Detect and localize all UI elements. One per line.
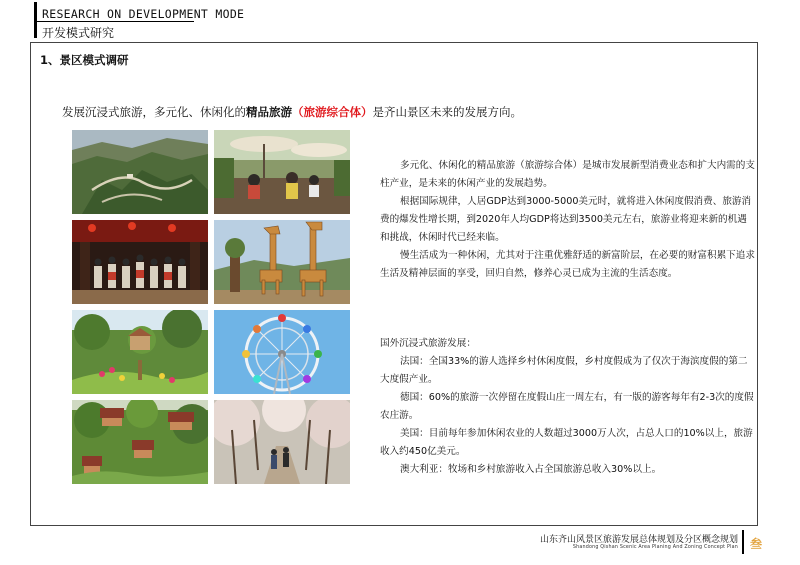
lead-bold: 精品旅游 [246, 105, 292, 119]
header-underline [34, 21, 194, 22]
page-number: 叁 [750, 537, 763, 551]
photo-garden [72, 310, 208, 394]
lead-prefix: 发展沉浸式旅游，多元化、休闲化的 [62, 105, 246, 119]
footer-divider [742, 530, 744, 554]
paragraph-1: 多元化、休闲化的精品旅游（旅游综合体）是城市发展新型消费业态和扩大内需的支柱产业，是未来的休闲产业的发展趋势。 [380, 160, 755, 189]
section-title: 1、景区模式调研 [40, 53, 129, 67]
intro-paragraphs [380, 157, 756, 283]
lead-highlight: （旅游综合体） [292, 105, 373, 119]
overseas-item-australia: 澳大利亚：牧场和乡村旅游收入占全国旅游总收入30%以上。 [400, 464, 662, 475]
photo-blossom-path [214, 400, 350, 484]
overseas-section [380, 335, 756, 479]
photo-hillside-lodges [72, 400, 208, 484]
paragraph-2: 根据国际规律，人居GDP达到3000-5000美元时，就将进入休闲度假消费、旅游消费的爆发性增长期，到2020年人均GDP将达到3500美元左右，旅游业将迎来新的机遇和挑战，休闲时代已经来临。 [380, 196, 752, 243]
header-title-cn: 开发模式研究 [42, 26, 115, 40]
header-accent-bar [34, 2, 37, 38]
header-title-en: RESEARCH ON DEVELOPMENT MODE [42, 7, 245, 21]
lead-suffix: 是齐山景区未来的发展方向。 [372, 105, 522, 119]
overseas-item-usa: 美国：目前每年参加休闲农业的人数超过3000万人次，占总人口的10%以上，旅游收入约450亿美元。 [380, 428, 753, 457]
photo-outdoor-cafe [214, 130, 350, 214]
overseas-heading: 国外沉浸式旅游发展： [380, 338, 476, 349]
photo-ferris-wheel [214, 310, 350, 394]
footer-title-cn: 山东齐山风景区旅游发展总体规划及分区概念规划 [539, 535, 738, 545]
overseas-item-germany: 德国：60%的旅游一次停留在度假山庄一周左右，有一版的游客每年有2-3次的度假农庄游。 [380, 392, 754, 421]
photo-giraffes [214, 220, 350, 304]
photo-stage-performance [72, 220, 208, 304]
footer-title-en: Shandong Qishan Scenic Area Planing And Zoning Concept Plan [572, 545, 738, 550]
overseas-item-france: 法国：全国33%的游人选择乡村休闲度假，乡村度假成为了仅次于海滨度假的第二大度假产业。 [380, 356, 748, 385]
paragraph-3: 慢生活成为一种休闲，尤其对于注重优雅舒适的新富阶层，在必要的财富积累下追求生活及精神层面的享受，回归自然，修养心灵已成为主流的生活态度。 [380, 250, 755, 279]
lead-sentence [62, 104, 522, 120]
photo-mountain-road [72, 130, 208, 214]
